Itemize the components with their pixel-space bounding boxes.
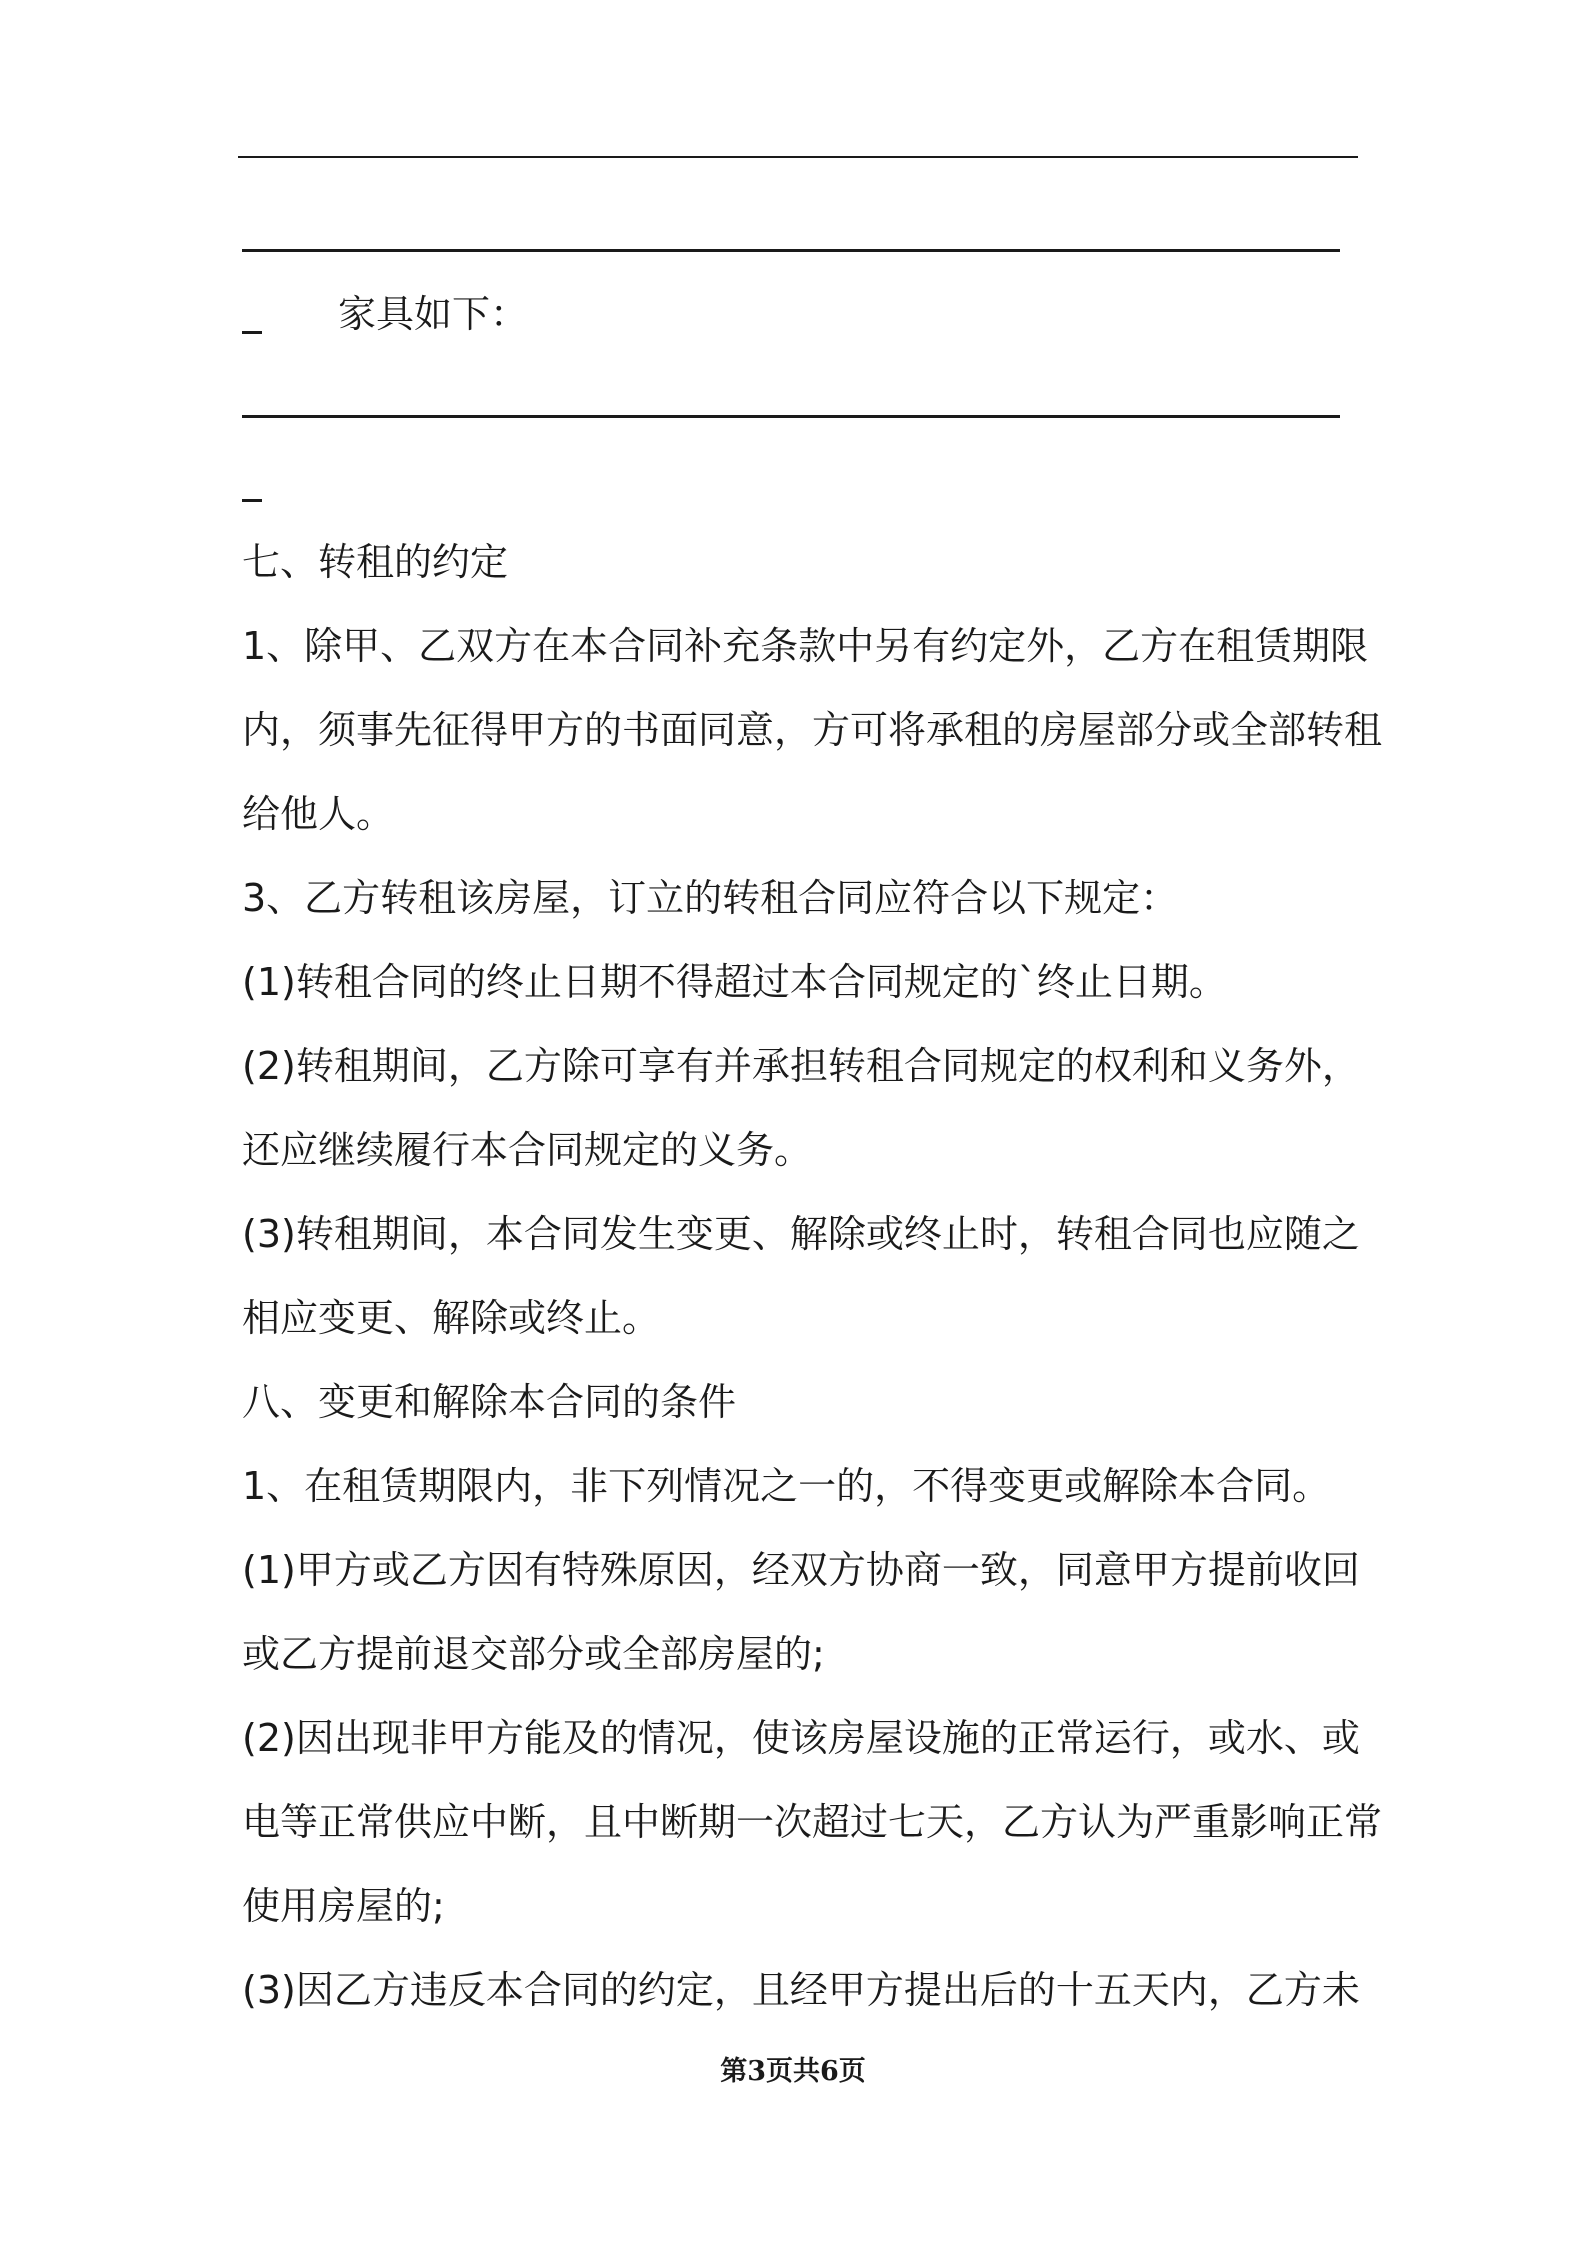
paragraph-line: (2)因出现非甲方能及的情况，使该房屋设施的正常运行，或水、或 <box>242 1716 1360 1760</box>
furniture-label: 家具如下： <box>338 292 529 336</box>
paragraph-line: (3)转租期间，本合同发生变更、解除或终止时，转租合同也应随之 <box>242 1212 1360 1256</box>
paragraph-line: 相应变更、解除或终止。 <box>242 1296 661 1340</box>
fill-in-blank-end <box>242 499 262 502</box>
fill-in-blank-end <box>242 331 262 334</box>
page-number-footer: 第3页共6页 <box>720 2056 866 2087</box>
paragraph-line: 给他人。 <box>242 792 395 836</box>
paragraph-line: 或乙方提前退交部分或全部房屋的; <box>242 1632 825 1676</box>
fill-in-blank-line <box>242 415 1340 418</box>
paragraph-line: (2)转租期间，乙方除可享有并承担转租合同规定的权利和义务外， <box>242 1044 1360 1088</box>
section-heading: 八、变更和解除本合同的条件 <box>242 1380 737 1424</box>
paragraph-line: 还应继续履行本合同规定的义务。 <box>242 1128 813 1172</box>
section-heading: 七、转租的约定 <box>242 540 509 584</box>
fill-in-blank-line <box>242 249 1340 252</box>
paragraph-line: (3)因乙方违反本合同的约定，且经甲方提出后的十五天内，乙方未 <box>242 1968 1360 2012</box>
paragraph-line: (1)甲方或乙方因有特殊原因，经双方协商一致，同意甲方提前收回 <box>242 1548 1360 1592</box>
paragraph-line: 1、除甲、乙双方在本合同补充条款中另有约定外，乙方在租赁期限 <box>242 624 1369 668</box>
paragraph-line: 3、乙方转租该房屋，订立的转租合同应符合以下规定： <box>242 876 1179 920</box>
paragraph-line: 电等正常供应中断，且中断期一次超过七天，乙方认为严重影响正常 <box>242 1800 1383 1844</box>
paragraph-line: 1、在租赁期限内，非下列情况之一的，不得变更或解除本合同。 <box>242 1464 1331 1508</box>
paragraph-line: 内，须事先征得甲方的书面同意，方可将承租的房屋部分或全部转租 <box>242 708 1383 752</box>
header-rule <box>238 156 1358 158</box>
paragraph-line: (1)转租合同的终止日期不得超过本合同规定的`终止日期。 <box>242 960 1227 1004</box>
paragraph-line: 使用房屋的; <box>242 1884 445 1928</box>
